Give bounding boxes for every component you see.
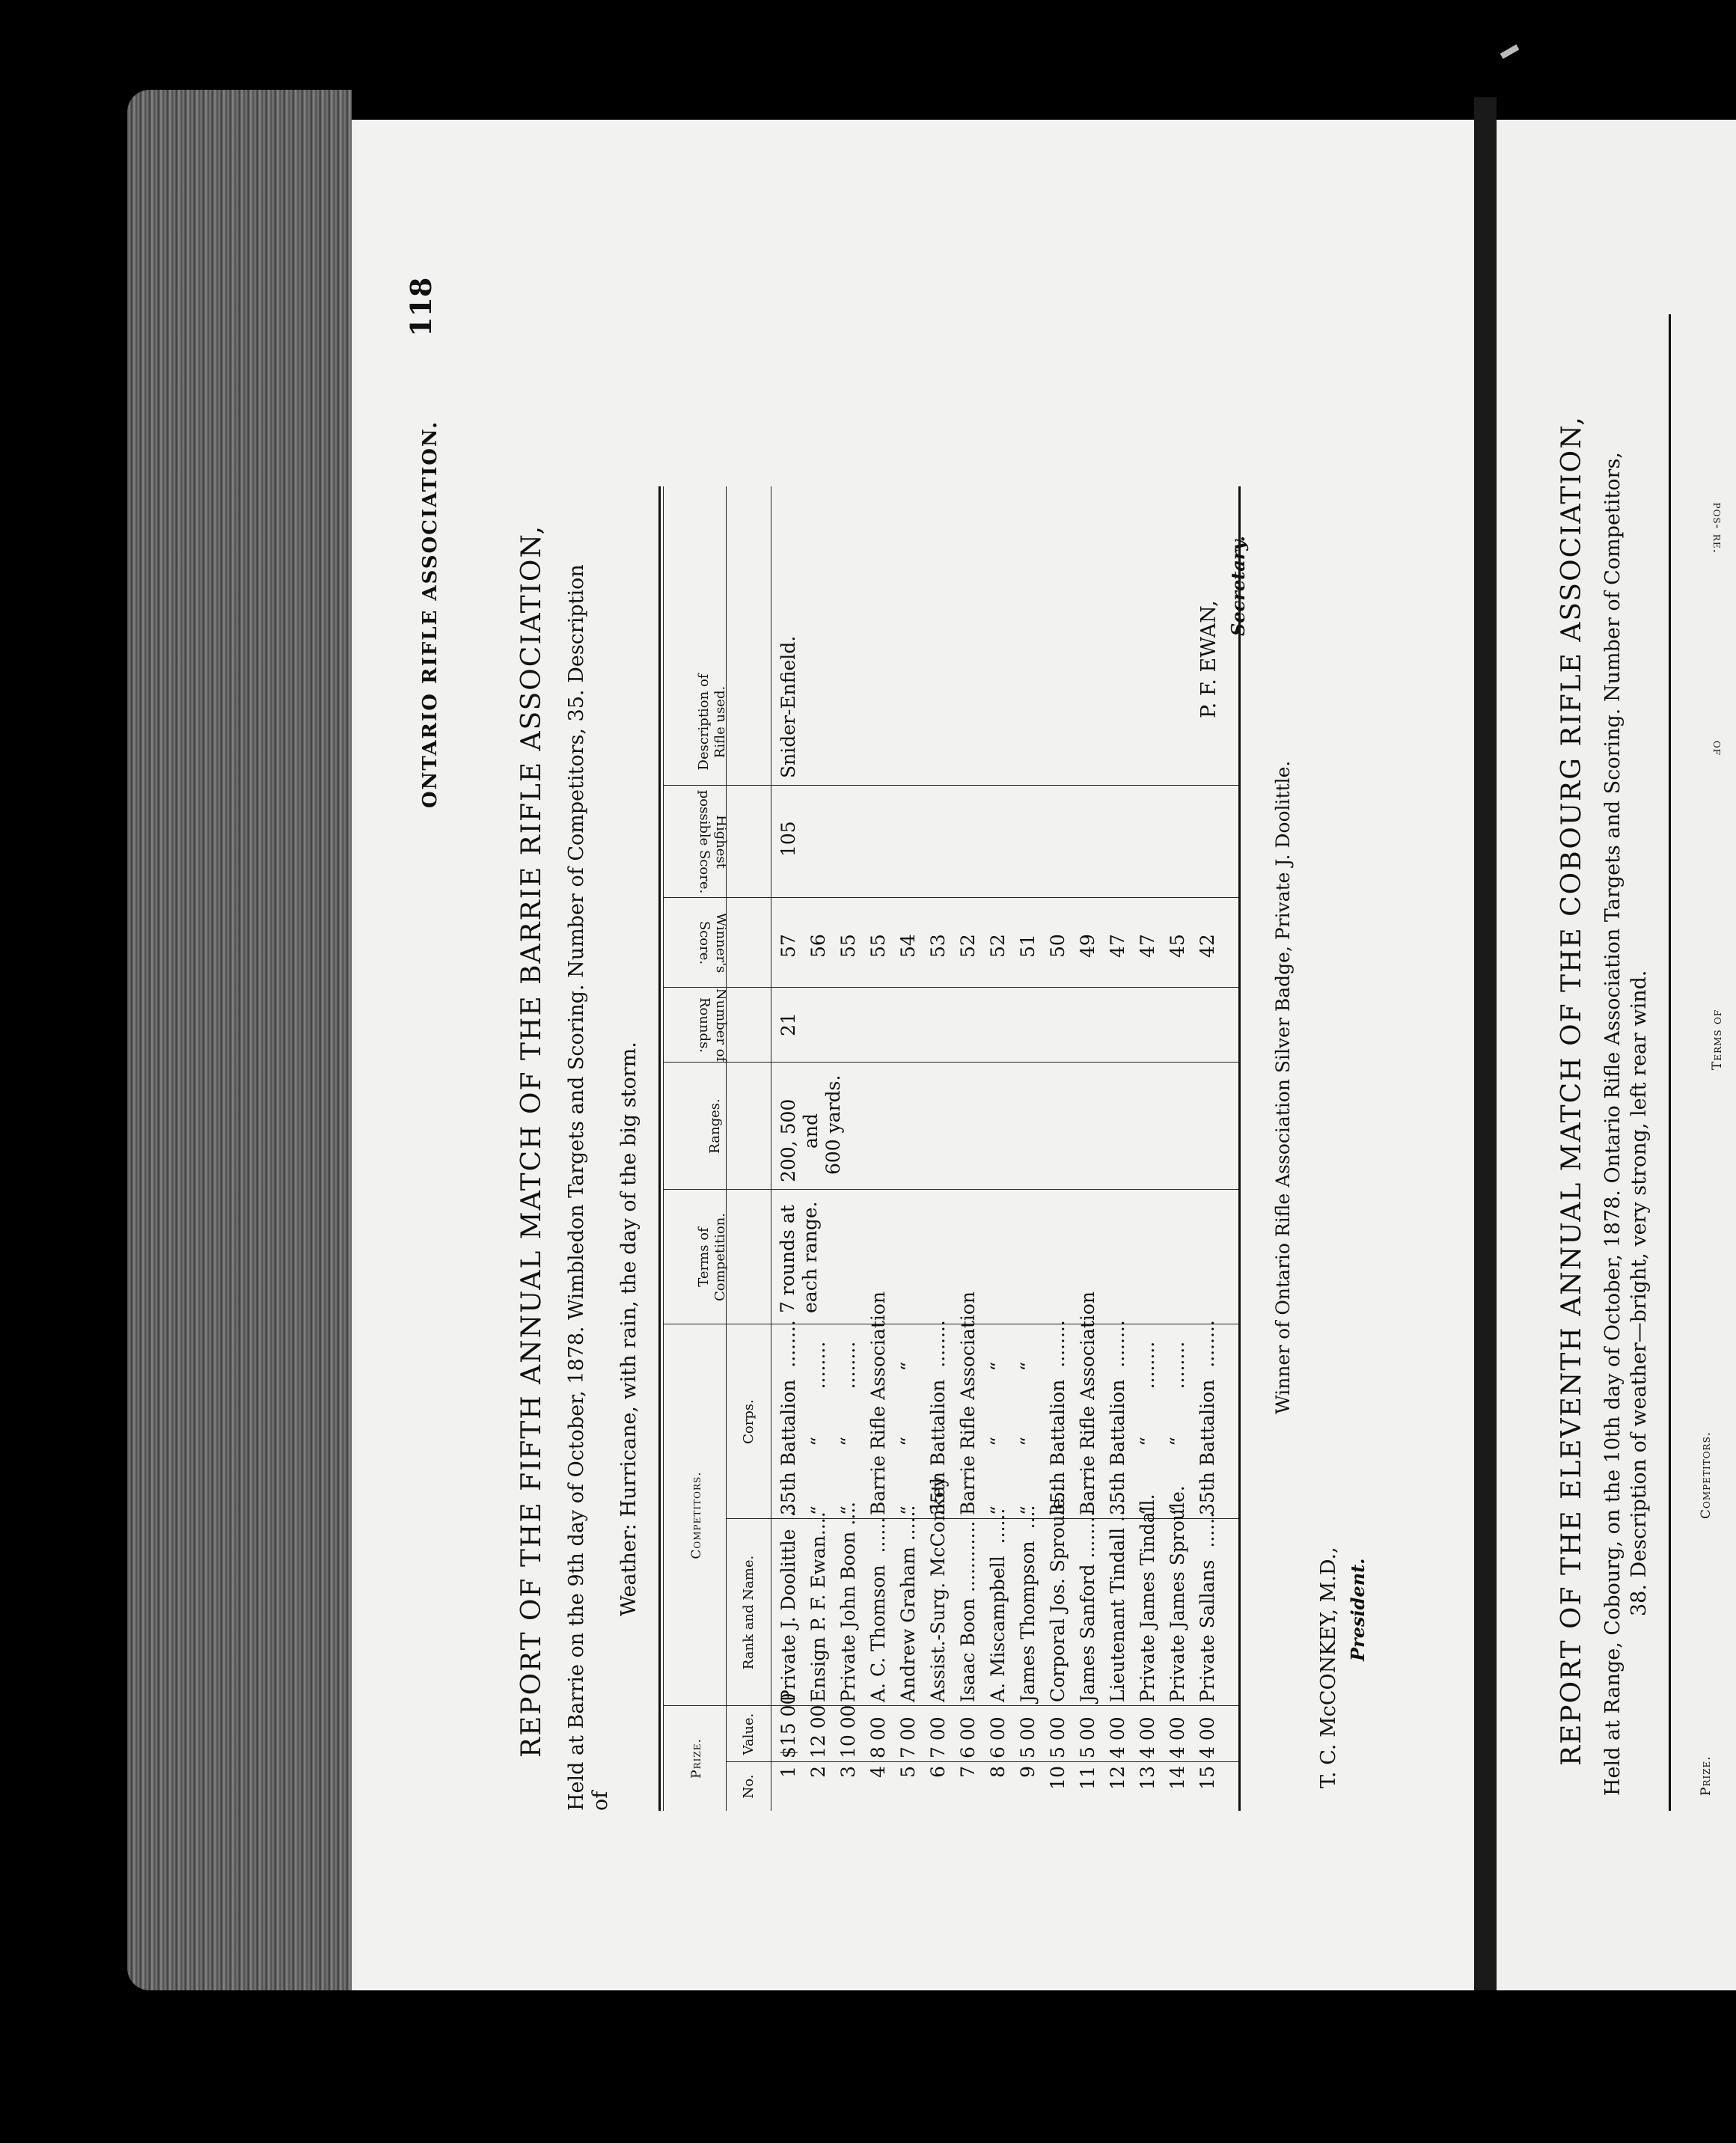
next-header-competitors: Competitors.	[1699, 1431, 1714, 1519]
page-number: 118	[404, 277, 438, 337]
next-table-top-rule	[1669, 314, 1671, 1811]
rifle-cell: Snider-Enfield.	[777, 635, 799, 778]
row-number: 13	[1137, 1766, 1158, 1790]
row-rank-name: Ensign P. F. Ewan....	[807, 1511, 829, 1702]
header-corps: Corps.	[741, 1399, 757, 1444]
row-corps: “ “ ........	[1137, 1341, 1158, 1515]
row-rank-name: Isaac Boon ............	[957, 1520, 979, 1702]
row-rank-name: James Thompson ....	[1017, 1505, 1039, 1702]
header-rifle: Description of Rifle used.	[696, 673, 728, 771]
row-number: 1	[777, 1766, 799, 1778]
row-corps: “ “ ........	[837, 1341, 859, 1515]
row-corps: “ “ “	[1017, 1361, 1039, 1515]
header-winner-score: Winner's Score.	[697, 912, 729, 973]
row-corps: “ “ ........	[1167, 1341, 1188, 1515]
row-value: 4 00	[1137, 1716, 1158, 1758]
row-winner-score: 56	[807, 934, 829, 958]
next-report-title: REPORT OF THE ELEVENTH ANNUAL MATCH OF THE COBOURG RIFLE ASSOCIATION,	[1556, 415, 1587, 1766]
row-rank-name: Andrew Graham ......	[897, 1505, 919, 1702]
row-value: 4 00	[1196, 1716, 1218, 1758]
row-value: 5 00	[1017, 1716, 1039, 1758]
row-corps: “ “ “	[897, 1361, 919, 1515]
ranges-cell-line1: 200, 500	[777, 1098, 799, 1182]
row-corps: 35th Battalion ........	[1047, 1320, 1069, 1515]
report-subtitle-line1: Held at Barrie on the 9th day of October, 1878. Wimbledon Targets and Scoring. Number of Competitors, 35. Description of	[565, 564, 612, 1811]
row-number: 14	[1167, 1766, 1188, 1790]
terms-cell: 7 rounds at each range.	[777, 1201, 821, 1313]
secretary-name: P. F. EWAN,	[1197, 600, 1220, 718]
row-winner-score: 54	[897, 934, 919, 958]
row-winner-score: 55	[837, 934, 859, 958]
row-number: 5	[897, 1766, 919, 1778]
row-winner-score: 55	[867, 934, 889, 958]
header-rounds: Number of Rounds.	[697, 988, 729, 1063]
row-number: 9	[1017, 1766, 1039, 1778]
header-prize: Prize.	[689, 1738, 704, 1779]
header-terms: Terms of Competition.	[696, 1213, 728, 1301]
row-rank-name: Private John Boon ....	[837, 1501, 859, 1702]
rounds-cell: 21	[777, 1012, 799, 1036]
header-no: No.	[741, 1774, 757, 1799]
row-corps: 35th Battalion ........	[927, 1320, 949, 1515]
pen-mark	[1500, 44, 1520, 58]
row-corps: Barrie Rifle Association	[1077, 1291, 1098, 1515]
row-rank-name: Private James Tindall.	[1137, 1494, 1158, 1702]
row-corps: Barrie Rifle Association	[867, 1291, 889, 1515]
row-value: $15 00	[777, 1693, 799, 1758]
row-number: 8	[987, 1766, 1009, 1778]
row-winner-score: 49	[1077, 934, 1098, 958]
row-winner-score: 42	[1196, 934, 1218, 958]
row-number: 10	[1047, 1766, 1069, 1790]
row-rank-name: Private Sallans ......	[1196, 1511, 1218, 1702]
row-corps: Barrie Rifle Association	[957, 1291, 979, 1515]
ranges-cell-line3: 600 yards.	[822, 1074, 844, 1175]
row-corps: “ “ ........	[807, 1341, 829, 1515]
highest-score-cell: 105	[777, 821, 799, 857]
president-name: T. C. McCONKEY, M.D.,	[1317, 1547, 1340, 1788]
row-value: 5 00	[1077, 1716, 1098, 1758]
report-title: REPORT OF THE FIFTH ANNUAL MATCH OF THE BARRIE RIFLE ASSOCIATION,	[516, 525, 547, 1758]
header-value: Value.	[741, 1713, 757, 1755]
row-rank-name: A. C. Thomson ......	[867, 1517, 889, 1702]
row-value: 4 00	[1167, 1716, 1188, 1758]
row-number: 11	[1077, 1766, 1098, 1790]
row-winner-score: 47	[1107, 934, 1128, 958]
row-value: 6 00	[957, 1716, 979, 1758]
row-winner-score: 57	[777, 934, 799, 958]
left-page-content	[389, 277, 1407, 1841]
row-rank-name: A. Miscampbell ......	[987, 1508, 1009, 1702]
secretary-role: Secretary.	[1227, 536, 1249, 636]
row-winner-score: 50	[1047, 934, 1069, 958]
row-value: 10 00	[837, 1705, 859, 1758]
row-corps: 35th Battalion ........	[1107, 1320, 1128, 1515]
row-number: 3	[837, 1766, 859, 1778]
row-value: 12 00	[807, 1705, 829, 1758]
row-rank-name: James Sanford ........	[1077, 1510, 1098, 1702]
next-report-subtitle-line1: Held at Range, Cobourg, on the 10th day of October, 1878. Ontario Rifle Association Targets and Scoring. Number of Competitors,	[1601, 452, 1625, 1796]
header-highest-score: Highest possible Score.	[697, 789, 729, 894]
winner-note: Winner of Ontario Rifle Association Silver Badge, Private J. Doolittle.	[1272, 760, 1294, 1414]
table-bottom-rule	[1238, 486, 1241, 1811]
row-winner-score: 47	[1137, 934, 1158, 958]
row-number: 7	[957, 1766, 979, 1778]
running-head: ONTARIO RIFLE ASSOCIATION.	[419, 420, 441, 808]
book-gutter	[1474, 97, 1497, 1990]
row-value: 7 00	[927, 1716, 949, 1758]
right-page-content	[1541, 299, 1736, 1841]
row-number: 2	[807, 1766, 829, 1778]
row-rank-name: Corporal Jos. Sproule..	[1047, 1486, 1069, 1702]
next-header-prize: Prize.	[1699, 1755, 1714, 1796]
next-report-subtitle-line2: 38. Description of weather—bright, very strong, left rear wind.	[1628, 970, 1651, 1616]
row-corps: “ “ “	[987, 1361, 1009, 1515]
next-header-rounds: of	[1710, 740, 1725, 756]
row-winner-score: 52	[957, 934, 979, 958]
row-number: 4	[867, 1766, 889, 1778]
row-corps: 35th Battalion ........	[1196, 1320, 1218, 1515]
row-winner-score: 53	[927, 934, 949, 958]
row-value: 6 00	[987, 1716, 1009, 1758]
row-value: 5 00	[1047, 1716, 1069, 1758]
table-top-rule-2	[663, 486, 664, 1811]
header-ranges: Ranges.	[707, 1098, 723, 1154]
row-value: 4 00	[1107, 1716, 1128, 1758]
next-header-possible: pos- re.	[1710, 502, 1725, 554]
row-corps: 35th Battalion ........	[777, 1320, 799, 1515]
book-page-edges	[127, 90, 352, 1990]
row-number: 15	[1196, 1766, 1218, 1790]
row-rank-name: Private J. Doolittle ..	[777, 1505, 799, 1702]
row-rank-name: Lieutenant Tindall ....	[1107, 1498, 1128, 1702]
row-rank-name: Assist.-Surg. McConkey	[927, 1476, 949, 1702]
row-value: 8 00	[867, 1716, 889, 1758]
table-top-rule	[658, 486, 661, 1811]
row-number: 6	[927, 1766, 949, 1778]
header-competitors: Competitors.	[689, 1471, 704, 1559]
row-number: 12	[1107, 1766, 1128, 1790]
results-table	[658, 486, 1242, 1811]
row-rank-name: Private James Sproule.	[1167, 1485, 1188, 1702]
row-winner-score: 52	[987, 934, 1009, 958]
report-subtitle-line2: Weather: Hurricane, with rain, the day of the big storm.	[617, 1042, 641, 1616]
ranges-cell-line2: and	[800, 1113, 822, 1149]
row-winner-score: 45	[1167, 934, 1188, 958]
next-header-terms: Terms of	[1710, 1009, 1725, 1070]
row-value: 7 00	[897, 1716, 919, 1758]
header-rank-name: Rank and Name.	[741, 1555, 757, 1670]
president-role: President.	[1347, 1558, 1369, 1661]
row-winner-score: 51	[1017, 934, 1039, 958]
